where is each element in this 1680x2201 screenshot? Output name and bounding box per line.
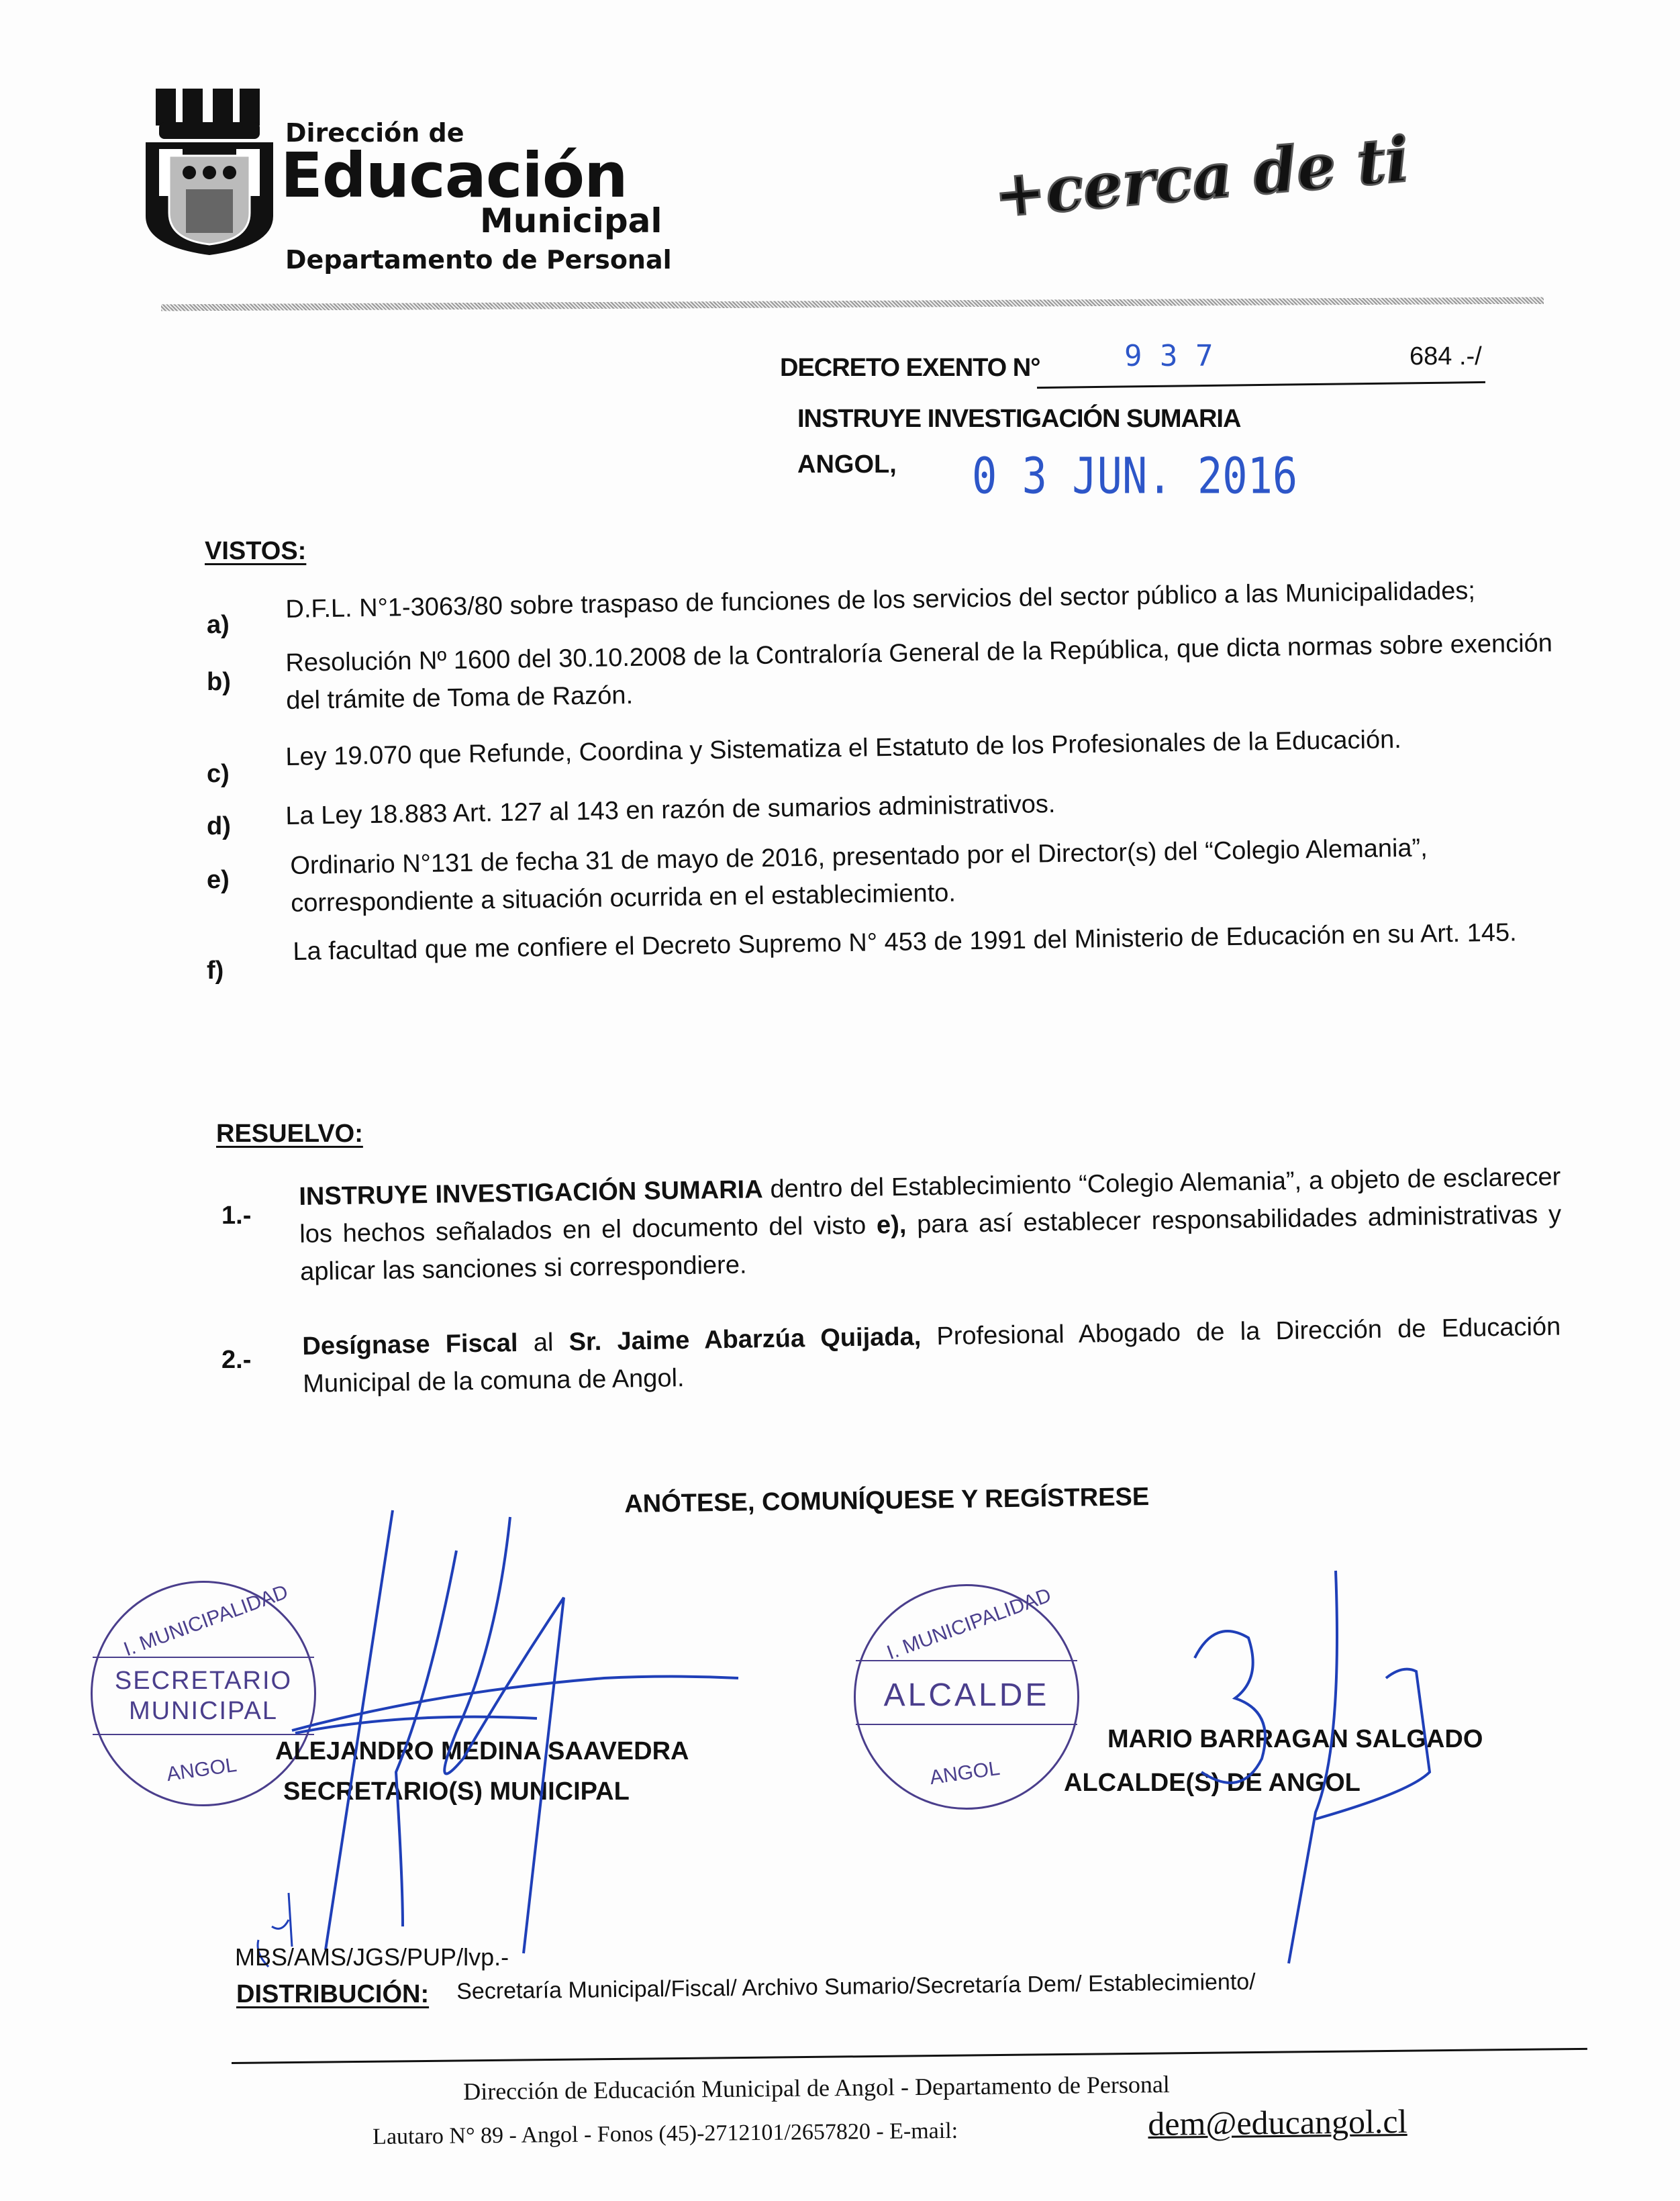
visto-text-a: D.F.L. N°1-3063/80 sobre traspaso de funciones de los servicios del sector público a las Municipalidades; (285, 577, 1476, 624)
visto-text-f: La facultad que me confiere el Decreto Supremo N° 453 de 1991 del Ministerio de Educación en su Art. 145. (293, 918, 1517, 966)
visto-label-c: c) (207, 760, 230, 788)
resuelvo-1-ref: e), (876, 1210, 907, 1240)
resuelvo-label-1: 1.- (221, 1202, 252, 1230)
stamp-left-bottom: ANGOL (165, 1753, 238, 1786)
resuelvo-2-lead: Desígnase Fiscal (302, 1328, 518, 1361)
slogan-logo: +cerca de ti (991, 123, 1412, 232)
visto-text-e: Ordinario N°131 de fecha 31 de mayo de 2016, presentado por el Director(s) del “Colegio Alemania”, correspondiente a situación ocurrida en el establecimiento. (290, 834, 1428, 918)
stamp-left-mid1: SECRETARIO (114, 1667, 293, 1695)
footer-email-link[interactable]: dem@educangol.cl (1148, 2102, 1407, 2143)
visto-text-d: La Ley 18.883 Art. 127 al 143 en razón de sumarios administrativos. (285, 789, 1056, 830)
visto-label-b: b) (207, 668, 231, 696)
vistos-title: VISTOS: (205, 537, 307, 565)
alcalde-signature (1195, 1571, 1430, 1963)
stamp-right-bottom: ANGOL (928, 1757, 1001, 1790)
header-line-departamento: Departamento de Personal (285, 245, 672, 275)
stamp-left-mid2: MUNICIPAL (128, 1697, 279, 1725)
decree-subject: INSTRUYE INVESTIGACIÓN SUMARIA (797, 405, 1241, 433)
secretario-name: ALEJANDRO MEDINA SAAVEDRA (275, 1737, 689, 1765)
secretario-signature (292, 1510, 738, 1953)
alcalde-name: MARIO BARRAGAN SALGADO (1107, 1725, 1483, 1753)
resuelvo-1-lead: INSTRUYE INVESTIGACIÓN SUMARIA (299, 1175, 763, 1211)
stamp-right-mid: ALCALDE (883, 1677, 1050, 1713)
resuelvo-2-text-b: Profesional Abogado de la Dirección de Educación Municipal de la comuna de Angol. (302, 1312, 1561, 1398)
header-line-educacion: Educación (281, 140, 628, 211)
visto-text-b: Resolución Nº 1600 del 30.10.2008 de la Contraloría General de la República, que dicta normas sobre exención del trámite de Toma de Razón. (285, 629, 1553, 715)
resuelvo-2-text-a: al (517, 1328, 569, 1357)
header-line-municipal: Municipal (480, 201, 662, 240)
resuelvo-1-text-a: dentro del Establecimiento “Colegio Alemania”, a objeto de esclarecer los hechos señalados en el documento del visto (299, 1163, 1561, 1249)
distribution-label: DISTRIBUCIÓN: (236, 1980, 430, 2008)
resuelvo-title: RESUELVO: (216, 1120, 363, 1148)
resuelvo-2-fiscal-name: Sr. Jaime Abarzúa Quijada, (569, 1322, 922, 1357)
visto-label-e: e) (207, 866, 230, 894)
visto-label-d: d) (207, 812, 231, 840)
decree-place: ANGOL, (797, 450, 897, 479)
visto-label-f: f) (207, 957, 224, 985)
footer-line2: Lautaro N° 89 - Angol - Fonos (45)-2712101/2657820 - E-mail: (373, 2118, 958, 2149)
closing-formula: ANÓTESE, COMUNÍQUESE Y REGÍSTRESE (624, 1483, 1150, 1518)
alcalde-role: ALCALDE(S) DE ANGOL (1064, 1769, 1361, 1797)
visto-label-a: a) (207, 611, 230, 639)
resuelvo-1-text-b: para así establecer responsabilidades administrativas y aplicar las sanciones si correspondiere. (299, 1200, 1562, 1286)
date-stamp: 0 3 JUN. 2016 (972, 446, 1298, 505)
decree-number-stamp: 9 3 7 (1124, 339, 1214, 373)
resuelvo-label-2: 2.- (221, 1346, 252, 1374)
visto-text-c: Ley 19.070 que Refunde, Coordina y Sistematiza el Estatuto de los Profesionales de la Educación. (285, 725, 1402, 771)
stamp-left-top: I. MUNICIPALIDAD (120, 1580, 291, 1661)
decree-label: DECRETO EXENTO N° (780, 354, 1040, 382)
decree-number: 684 .-/ (1410, 342, 1482, 371)
secretario-role: SECRETARIO(S) MUNICIPAL (283, 1777, 630, 1806)
reference-initials: MBS/AMS/JGS/PUP/lvp.- (235, 1943, 509, 1971)
footer-line1: Dirección de Educación Municipal de Angol - Departamento de Personal (463, 2070, 1171, 2105)
header-line-direccion: Dirección de (285, 118, 464, 148)
distribution-list: Secretaría Municipal/Fiscal/ Archivo Sumario/Secretaría Dem/ Establecimiento/ (456, 1969, 1256, 2004)
stamp-right-top: I. MUNICIPALIDAD (883, 1583, 1054, 1665)
